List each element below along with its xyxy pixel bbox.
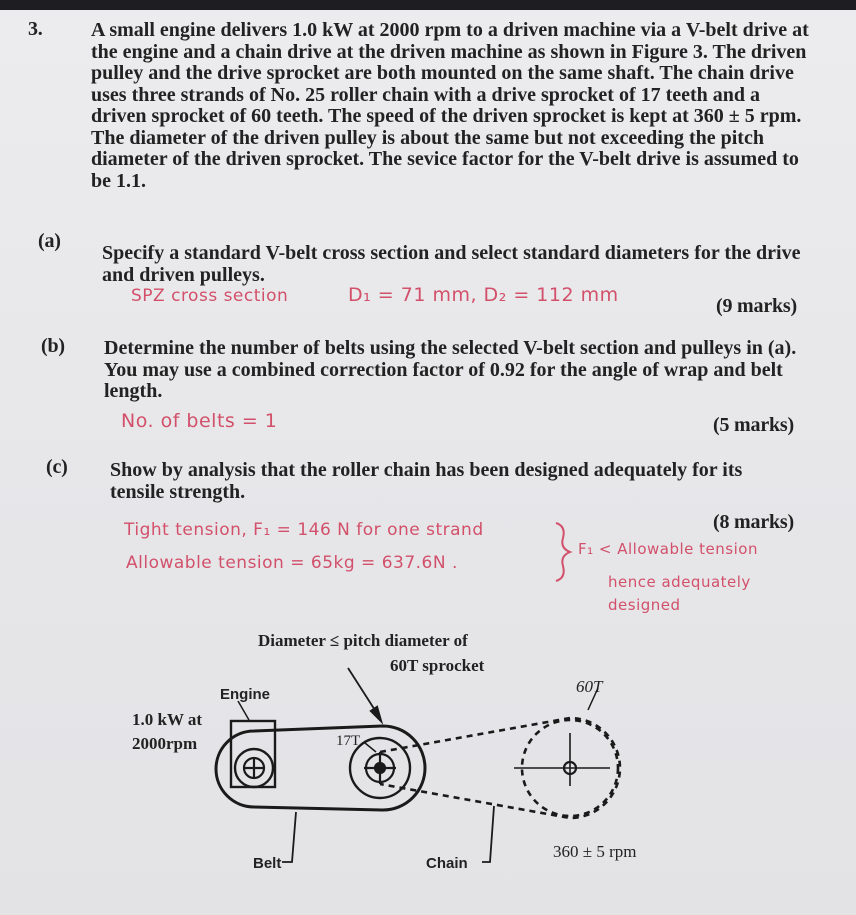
driven-pulley-hub (375, 763, 385, 773)
part-c-marks: (8 marks) (713, 511, 794, 533)
sprocket-60t-label: 60T (576, 677, 603, 696)
power-label-line2: 2000rpm (132, 734, 198, 753)
chain-label: Chain (426, 855, 468, 872)
part-c-answer-hence: hence adequately (608, 573, 751, 591)
part-b-answer: No. of belts = 1 (121, 410, 278, 432)
part-c-answer-allowable-tension: Allowable tension = 65kg = 637.6N . (126, 553, 458, 573)
part-a-label: (a) (38, 230, 61, 252)
question-intro: A small engine delivers 1.0 kW at 2000 rpm to a driven machine via a V-belt drive at the engine and a chain drive at the driven machine as shown in Figure 3. The driven pulley and the drive sprocket are both mounted on the same shaft. The chain drive uses three strands of No. 25 roller chain with a drive sprocket of 17 teeth and a driven sprocket of 60 teeth. The speed of the driven sprocket is kept at 360 ± 5 rpm. The diameter of the driven pulley is about the same but not exceeding the pitch diameter of the driven sprocket. The sevice factor for the V-belt drive is assumed to be 1.1. (91, 19, 809, 192)
part-b-label: (b) (41, 335, 65, 357)
sprocket-17t-label: 17T (336, 733, 361, 749)
figure-callout-line1: Diameter ≤ pitch diameter of (258, 631, 468, 650)
speed-label: 360 ± 5 rpm (553, 842, 637, 861)
engine-label: Engine (220, 686, 271, 703)
part-b-marks: (5 marks) (713, 414, 794, 436)
question-number: 3. (28, 18, 43, 40)
part-c-answer-tight-tension: Tight tension, F₁ = 146 N for one strand (124, 520, 484, 540)
part-a-marks: (9 marks) (716, 295, 797, 317)
belt-label: Belt (253, 855, 282, 872)
part-a-text: Specify a standard V-belt cross section and select standard diameters for the drive and driven pulleys. (102, 242, 801, 286)
part-c-label: (c) (46, 456, 68, 478)
part-c-answer-designed: designed (608, 596, 681, 614)
part-b-text: Determine the number of belts using the selected V-belt section and pulleys in (a). You may use a combined correction factor of 0.92 for the angle of wrap and belt length. (104, 337, 797, 402)
power-label-line1: 1.0 kW at (132, 710, 203, 729)
part-a-answer-section: SPZ cross section (131, 286, 289, 306)
part-c-answer-comparison: F₁ < Allowable tension (578, 540, 758, 558)
figure-callout-line2: 60T sprocket (390, 656, 485, 675)
part-c-text: Show by analysis that the roller chain has been designed adequately for its tensile strength. (110, 459, 743, 503)
part-a-answer-diameters: D₁ = 71 mm, D₂ = 112 mm (348, 284, 619, 306)
